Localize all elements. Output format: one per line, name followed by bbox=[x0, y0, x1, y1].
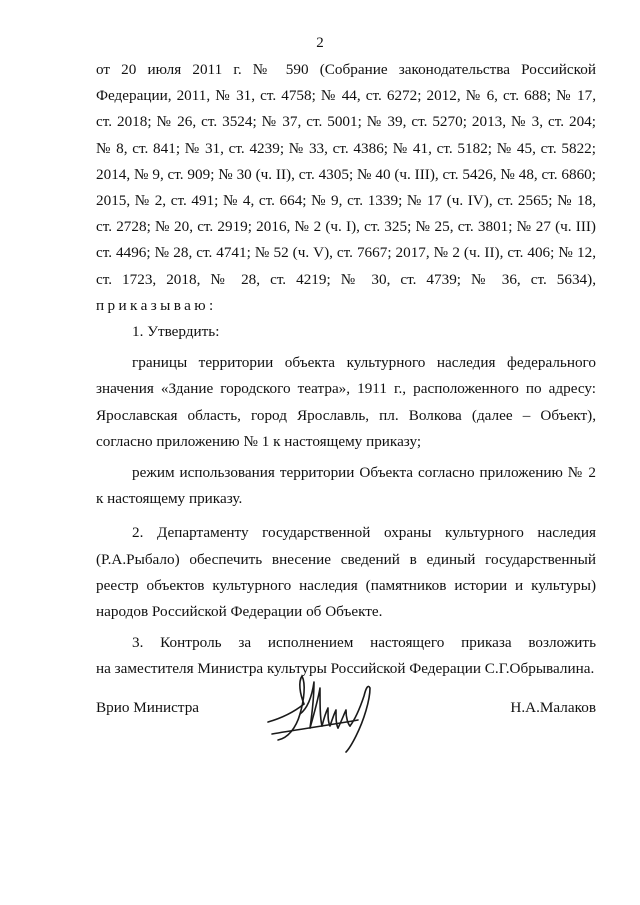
preamble-line: ст. 2728; № 20, ст. 2919; 2016, № 2 (ч. I), ст. 325; № 25, ст. 3801; № 27 (ч. III) bbox=[96, 218, 596, 236]
item-2-line: 2. Департаменту государственной охраны культурного наследия bbox=[132, 524, 596, 542]
page-number: 2 bbox=[316, 35, 324, 51]
signatory-name: Н.А.Малаков bbox=[510, 699, 596, 716]
handwritten-signature-icon bbox=[264, 674, 394, 754]
item-3-line: 3. Контроль за исполнением настоящего приказа возложить bbox=[132, 634, 596, 652]
item-1b-line: режим использования территории Объекта согласно приложению № 2 bbox=[132, 464, 596, 482]
item-2-line: народов Российской Федерации об Объекте. bbox=[96, 603, 383, 621]
preamble-line: 2015, № 2, ст. 491; № 4, ст. 664; № 9, ст. 1339; № 17 (ч. IV), ст. 2565; № 18, bbox=[96, 192, 596, 210]
prikazyvayu-word: приказываю: bbox=[96, 296, 217, 314]
item-1a-line: границы территории объекта культурного наследия федерального bbox=[132, 354, 596, 372]
preamble-line: ст. 1723, 2018, № 28, ст. 4219; № 30, ст. 4739; № 36, ст. 5634), bbox=[96, 270, 596, 288]
preamble-line: Федерации, 2011, № 31, ст. 4758; № 44, ст. 6272; 2012, № 6, ст. 688; № 17, bbox=[96, 87, 596, 105]
item-2-line: (Р.А.Рыбало) обеспечить внесение сведений в единый государственный bbox=[96, 550, 596, 568]
signatory-position: Врио Министра bbox=[96, 699, 200, 716]
item-1a-line: согласно приложению № 1 к настоящему приказу; bbox=[96, 432, 422, 450]
preamble-line: ст. 2018; № 26, ст. 3524; № 37, ст. 5001; № 39, ст. 5270; 2013, № 3, ст. 204; bbox=[96, 113, 596, 131]
item-3-line: на заместителя Министра культуры Российской Федерации С.Г.Обрывалина. bbox=[96, 660, 595, 678]
item-1a-line: значения «Здание городского театра», 1911 г., расположенного по адресу: bbox=[96, 380, 596, 398]
item-1a-line: Ярославская область, город Ярославль, пл. Волкова (далее – Объект), bbox=[96, 406, 596, 424]
item-2-line: реестр объектов культурного наследия (памятников истории и культуры) bbox=[96, 576, 596, 594]
preamble-line: от 20 июля 2011 г. № 590 (Собрание законодательства Российской bbox=[96, 61, 596, 78]
item-1-heading: 1. Утвердить: bbox=[132, 323, 220, 341]
preamble-line: 2014, № 9, ст. 909; № 30 (ч. II), ст. 4305; № 40 (ч. III), ст. 5426, № 48, ст. 6860; bbox=[96, 165, 596, 183]
item-1b-line: к настоящему приказу. bbox=[96, 490, 243, 508]
preamble-line: № 8, ст. 841; № 31, ст. 4239; № 33, ст. 4386; № 41, ст. 5182; № 45, ст. 5822; bbox=[96, 139, 596, 157]
preamble-line: ст. 4496; № 28, ст. 4741; № 52 (ч. V), ст. 7667; 2017, № 2 (ч. II), ст. 406; № 12, bbox=[96, 244, 596, 262]
document-body bbox=[96, 57, 596, 683]
